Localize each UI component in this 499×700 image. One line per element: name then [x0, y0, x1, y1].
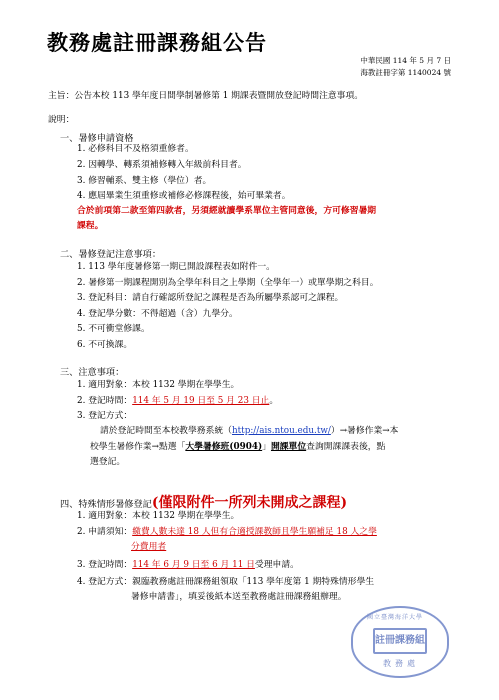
summer-class-label: 大學暑修班(0904)	[185, 442, 263, 452]
s3-text: 校學生暑修作業→點選「	[90, 442, 186, 452]
seal-center-text: 註冊課務組	[373, 628, 427, 654]
registration-period: 114 年 5 月 19 日至 5 月 23 日止	[132, 396, 270, 406]
s1-item: 2. 因轉學、轉系須補修轉入年級前科目者。	[77, 160, 247, 170]
s4-item: 4. 登記方式：親臨教務處註冊課務組領取「113 學年度第 1 期特殊情形學生	[77, 577, 375, 587]
s4-item-cont: 暑修申請書」，填妥後紙本送至教務處註冊課務組辦理。	[131, 592, 347, 602]
s4-item	[77, 527, 377, 538]
s3-text: 」	[262, 442, 271, 452]
section-4-heading	[60, 492, 347, 512]
section-1-heading: 一、暑修申請資格	[60, 133, 134, 144]
s2-item: 4. 登記學分數：不得超過（含）九學分。	[77, 309, 238, 319]
section-2-heading: 二、暑修登記注意事項：	[60, 249, 162, 260]
document-date: 中華民國 114 年 5 月 7 日	[360, 56, 451, 65]
s4-heading-text: 四、特殊情形暑修登記	[60, 499, 152, 510]
seal-bottom-text: 教務處	[383, 659, 419, 668]
s2-item: 6. 不可換課。	[77, 340, 133, 350]
course-unit-label: 開課單位	[270, 442, 307, 452]
s4-item3-end: 受理申請。	[254, 560, 299, 570]
s3-text: ）→暑修作業→本	[330, 426, 399, 436]
ais-link[interactable]: http://ais.ntou.edu.tw/	[231, 426, 331, 436]
page-title: 教務處註冊課務組公告	[47, 30, 267, 55]
s2-item: 1. 113 學年度暑修第一期已開設課程表如附件一。	[77, 262, 275, 272]
subject: 主旨：公告本校 113 學年度日間學制暑修第 1 期課表暨開放登記時間注意事項。	[48, 91, 364, 101]
s3-item: 1. 適用對象：本校 1132 學期在學學生。	[77, 380, 240, 390]
document-number: 海教註冊字第 1140024 號	[360, 68, 451, 77]
s3-method-line: 選登記。	[90, 457, 126, 467]
s3-item: 3. 登記方式：	[77, 411, 133, 421]
s4-item	[77, 560, 299, 571]
seal-arc-text: 國立臺灣海洋大學	[367, 614, 424, 621]
s1-note: 合於前項第二款至第四款者，另須經就讀學系單位主管同意後，方可修習暑期	[77, 206, 377, 216]
s4-item3-label: 3. 登記時間：	[77, 560, 133, 570]
s4-highlight: (僅限附件一所列未開成之課程)	[151, 495, 348, 511]
s3-item2-end: 。	[269, 396, 279, 406]
s3-text: 查詢開課課表後，點	[306, 442, 386, 452]
special-registration-period: 114 年 6 月 9 日至 6 月 11 日	[132, 560, 255, 570]
s1-note: 課程。	[77, 221, 104, 231]
s4-requirement: 繳費人數未達 18 人但有合適授課教師且學生願補足 18 人之學	[132, 527, 377, 537]
s2-item: 3. 登記科目：請自行確認所登記之課程是否為所屬學系認可之課程。	[77, 293, 344, 303]
s4-item2-label: 2. 申請須知：	[77, 527, 133, 537]
explain-label: 說明：	[48, 115, 75, 125]
s2-item: 2. 暑修第一期課程開別為全學年科目之上學期（全學年一）或單學期之科目。	[77, 278, 379, 288]
s1-item: 4. 應屆畢業生須重修或補修必修課程後，始可畢業者。	[77, 191, 291, 201]
s3-item2-label: 2. 登記時間：	[77, 396, 133, 406]
s3-method-line	[100, 426, 398, 437]
s3-item	[77, 396, 278, 407]
s1-item: 1. 必修科目不及格須重修者。	[77, 144, 194, 154]
section-3-heading: 三、注意事項：	[60, 367, 125, 378]
s2-item: 5. 不可衝堂修課。	[77, 324, 150, 334]
s1-item: 3. 修習輔系、雙主修（學位）者。	[77, 176, 212, 186]
s3-text: 請於登記時間至本校教學務系統（	[100, 426, 232, 436]
office-seal	[351, 606, 449, 678]
s4-requirement-cont: 分費用者	[131, 542, 167, 552]
s4-item: 1. 適用對象：本校 1132 學期在學學生。	[77, 511, 240, 521]
s3-method-line	[90, 442, 385, 453]
